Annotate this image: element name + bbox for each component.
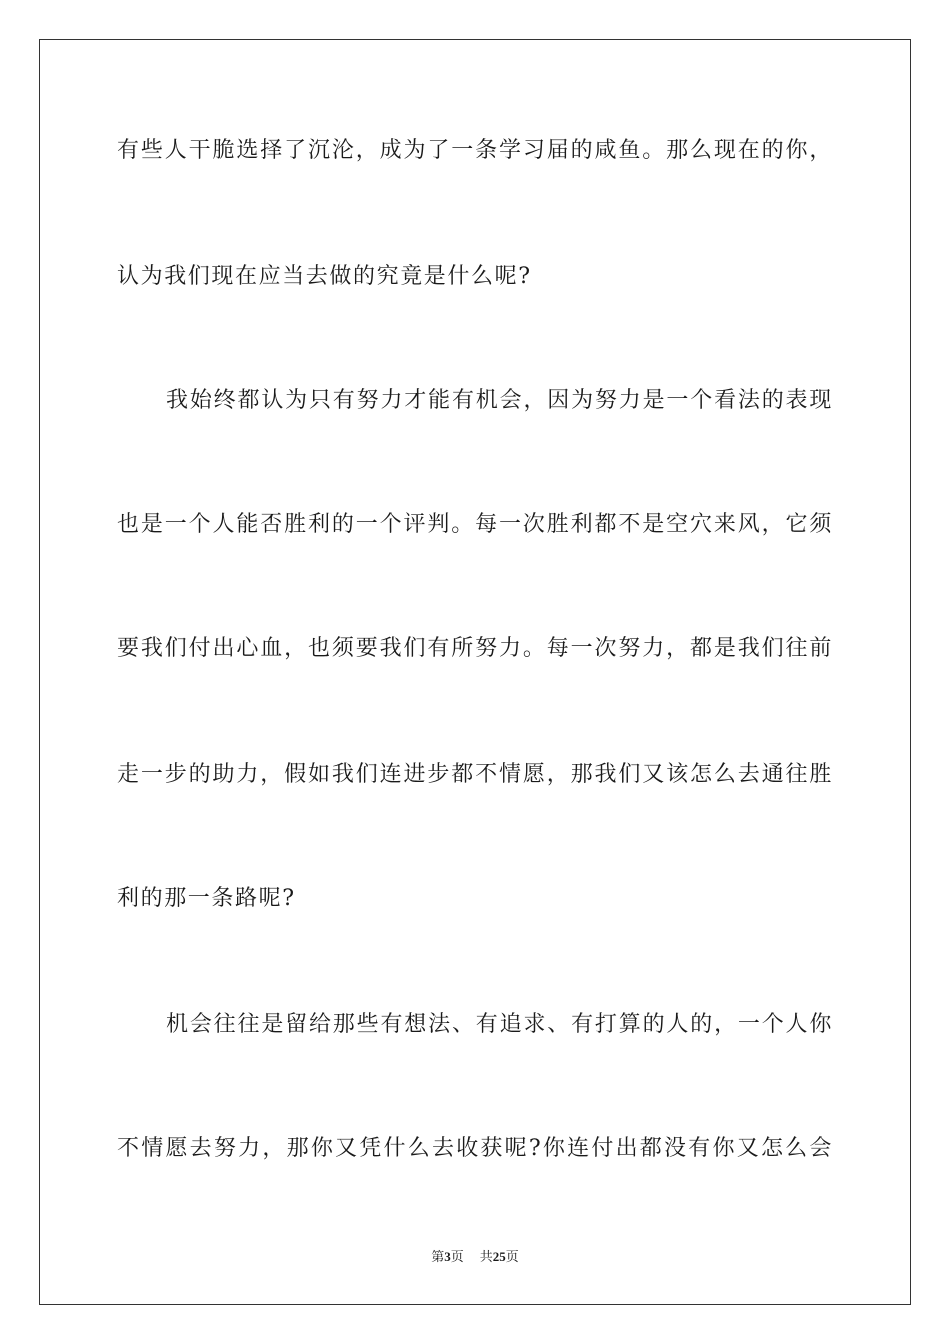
page-border (39, 39, 911, 1305)
total-pages: 25 (492, 1249, 506, 1264)
text-line: 不情愿去努力，那你又凭什么去收获呢?你连付出都没有你又怎么会 (117, 1136, 833, 1161)
page-number: 3 (444, 1249, 451, 1264)
text-line: 有些人干脆选择了沉沦，成为了一条学习届的咸鱼。那么现在的你， (117, 138, 833, 163)
paragraph-first-line: 我始终都认为只有努力才能有机会，因为努力是一个看法的表现 (166, 388, 833, 413)
page-prefix: 第 (431, 1250, 445, 1265)
text-line: 也是一个人能否胜利的一个评判。每一次胜利都不是空穴来风，它须 (117, 512, 833, 537)
total-indicator (480, 1248, 519, 1267)
text-line: 利的那一条路呢? (117, 886, 296, 911)
page-indicator (431, 1248, 464, 1267)
total-suffix: 页 (505, 1250, 519, 1265)
paragraph-first-line: 机会往往是留给那些有想法、有追求、有打算的人的，一个人你 (166, 1012, 833, 1037)
text-line: 认为我们现在应当去做的究竟是什么呢? (117, 264, 532, 289)
text-line: 走一步的助力，假如我们连进步都不情愿，那我们又该怎么去通往胜 (117, 762, 833, 787)
total-prefix: 共 (479, 1250, 493, 1265)
page-suffix: 页 (450, 1250, 464, 1265)
page-footer (0, 1248, 950, 1267)
text-line: 要我们付出心血，也须要我们有所努力。每一次努力，都是我们往前 (117, 636, 833, 661)
